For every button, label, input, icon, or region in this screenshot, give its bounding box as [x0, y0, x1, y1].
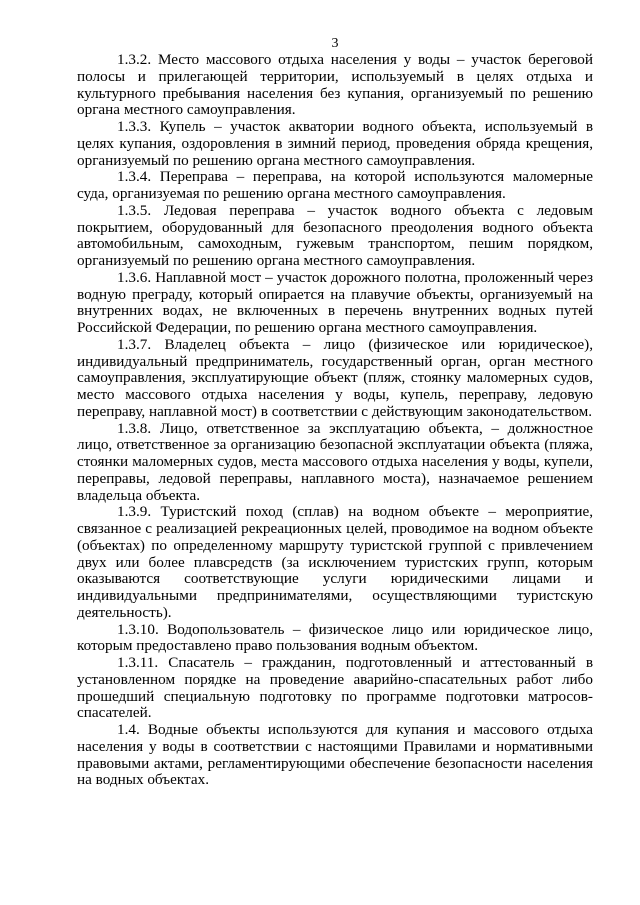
paragraph-1-4: 1.4. Водные объекты используются для купания и массового отдыха населения у воды в соответствии с настоящими Правилами и нормативными правовыми актами, регламентирующими обеспечение безопасности населения на водных объектах. [77, 721, 593, 789]
paragraph-1-3-8: 1.3.8. Лицо, ответственное за эксплуатацию объекта, – должностное лицо, ответственное за организацию безопасной эксплуатации объекта (пляжа, стоянки маломерных судов, места массового отдыха населения у воды, купели, переправы, ледовой переправы, наплавного моста), назначаемое решением владельца объекта. [77, 419, 593, 504]
paragraph-1-3-9: 1.3.9. Туристский поход (сплав) на водном объекте – мероприятие, связанное с реализацией рекреационных целей, проводимое на водном объекте (объектах) по определенному маршруту туристской группой с привлечением двух или более плавсредств (за исключением туристских групп, которым оказываются соответствующие услуги юридическими лицами и индивидуальными предпринимателями, осуществляющими туристскую деятельность). [77, 503, 593, 621]
paragraph-1-3-6: 1.3.6. Наплавной мост – участок дорожного полотна, проложенный через водную преграду, который опирается на плавучие объекты, организуемый на внутренних водах, не включенных в перечень внутренних водных путей Российской Федерации, по решению органа местного самоуправления. [77, 268, 593, 336]
paragraph-1-3-3: 1.3.3. Купель – участок акватории водного объекта, используемый в целях купания, оздоровления в зимний период, проведения обряда крещения, организуемый по решению органа местного самоуправления. [77, 118, 593, 169]
paragraph-1-3-5: 1.3.5. Ледовая переправа – участок водного объекта с ледовым покрытием, оборудованный для безопасного преодоления водного объекта автомобильным, самоходным, гужевым транспортом, пешим порядком, организуемый по решению органа местного самоуправления. [77, 201, 593, 269]
page-number: 3 [331, 36, 339, 51]
paragraph-1-3-10: 1.3.10. Водопользователь – физическое лицо или юридическое лицо, которым предоставлено право пользования водным объектом. [77, 620, 593, 655]
paragraph-1-3-4: 1.3.4. Переправа – переправа, на которой используются маломерные суда, организуемая по решению органа местного самоуправления. [77, 168, 593, 202]
paragraph-1-3-11: 1.3.11. Спасатель – гражданин, подготовленный и аттестованный в установленном порядке на проведение аварийно-спасательных работ либо прошедший специальную подготовку по программе подготовки матросов-спасателей. [77, 654, 593, 722]
document-page [77, 0, 593, 789]
paragraph-1-3-2: 1.3.2. Место массового отдыха населения у воды – участок береговой полосы и прилегающей территории, используемый в целях отдыха и культурного пребывания населения без купания, организуемый по решению органа местного самоуправления. [77, 51, 593, 119]
paragraph-1-3-7: 1.3.7. Владелец объекта – лицо (физическое или юридическое), индивидуальный предприниматель, государственный орган, орган местного самоуправления, эксплуатирующие объект (пляж, стоянку маломерных судов, место массового отдыха населения у воды, купель, переправу, ледовую переправу, наплавной мост) в соответствии с действующим законодательством. [77, 335, 593, 420]
